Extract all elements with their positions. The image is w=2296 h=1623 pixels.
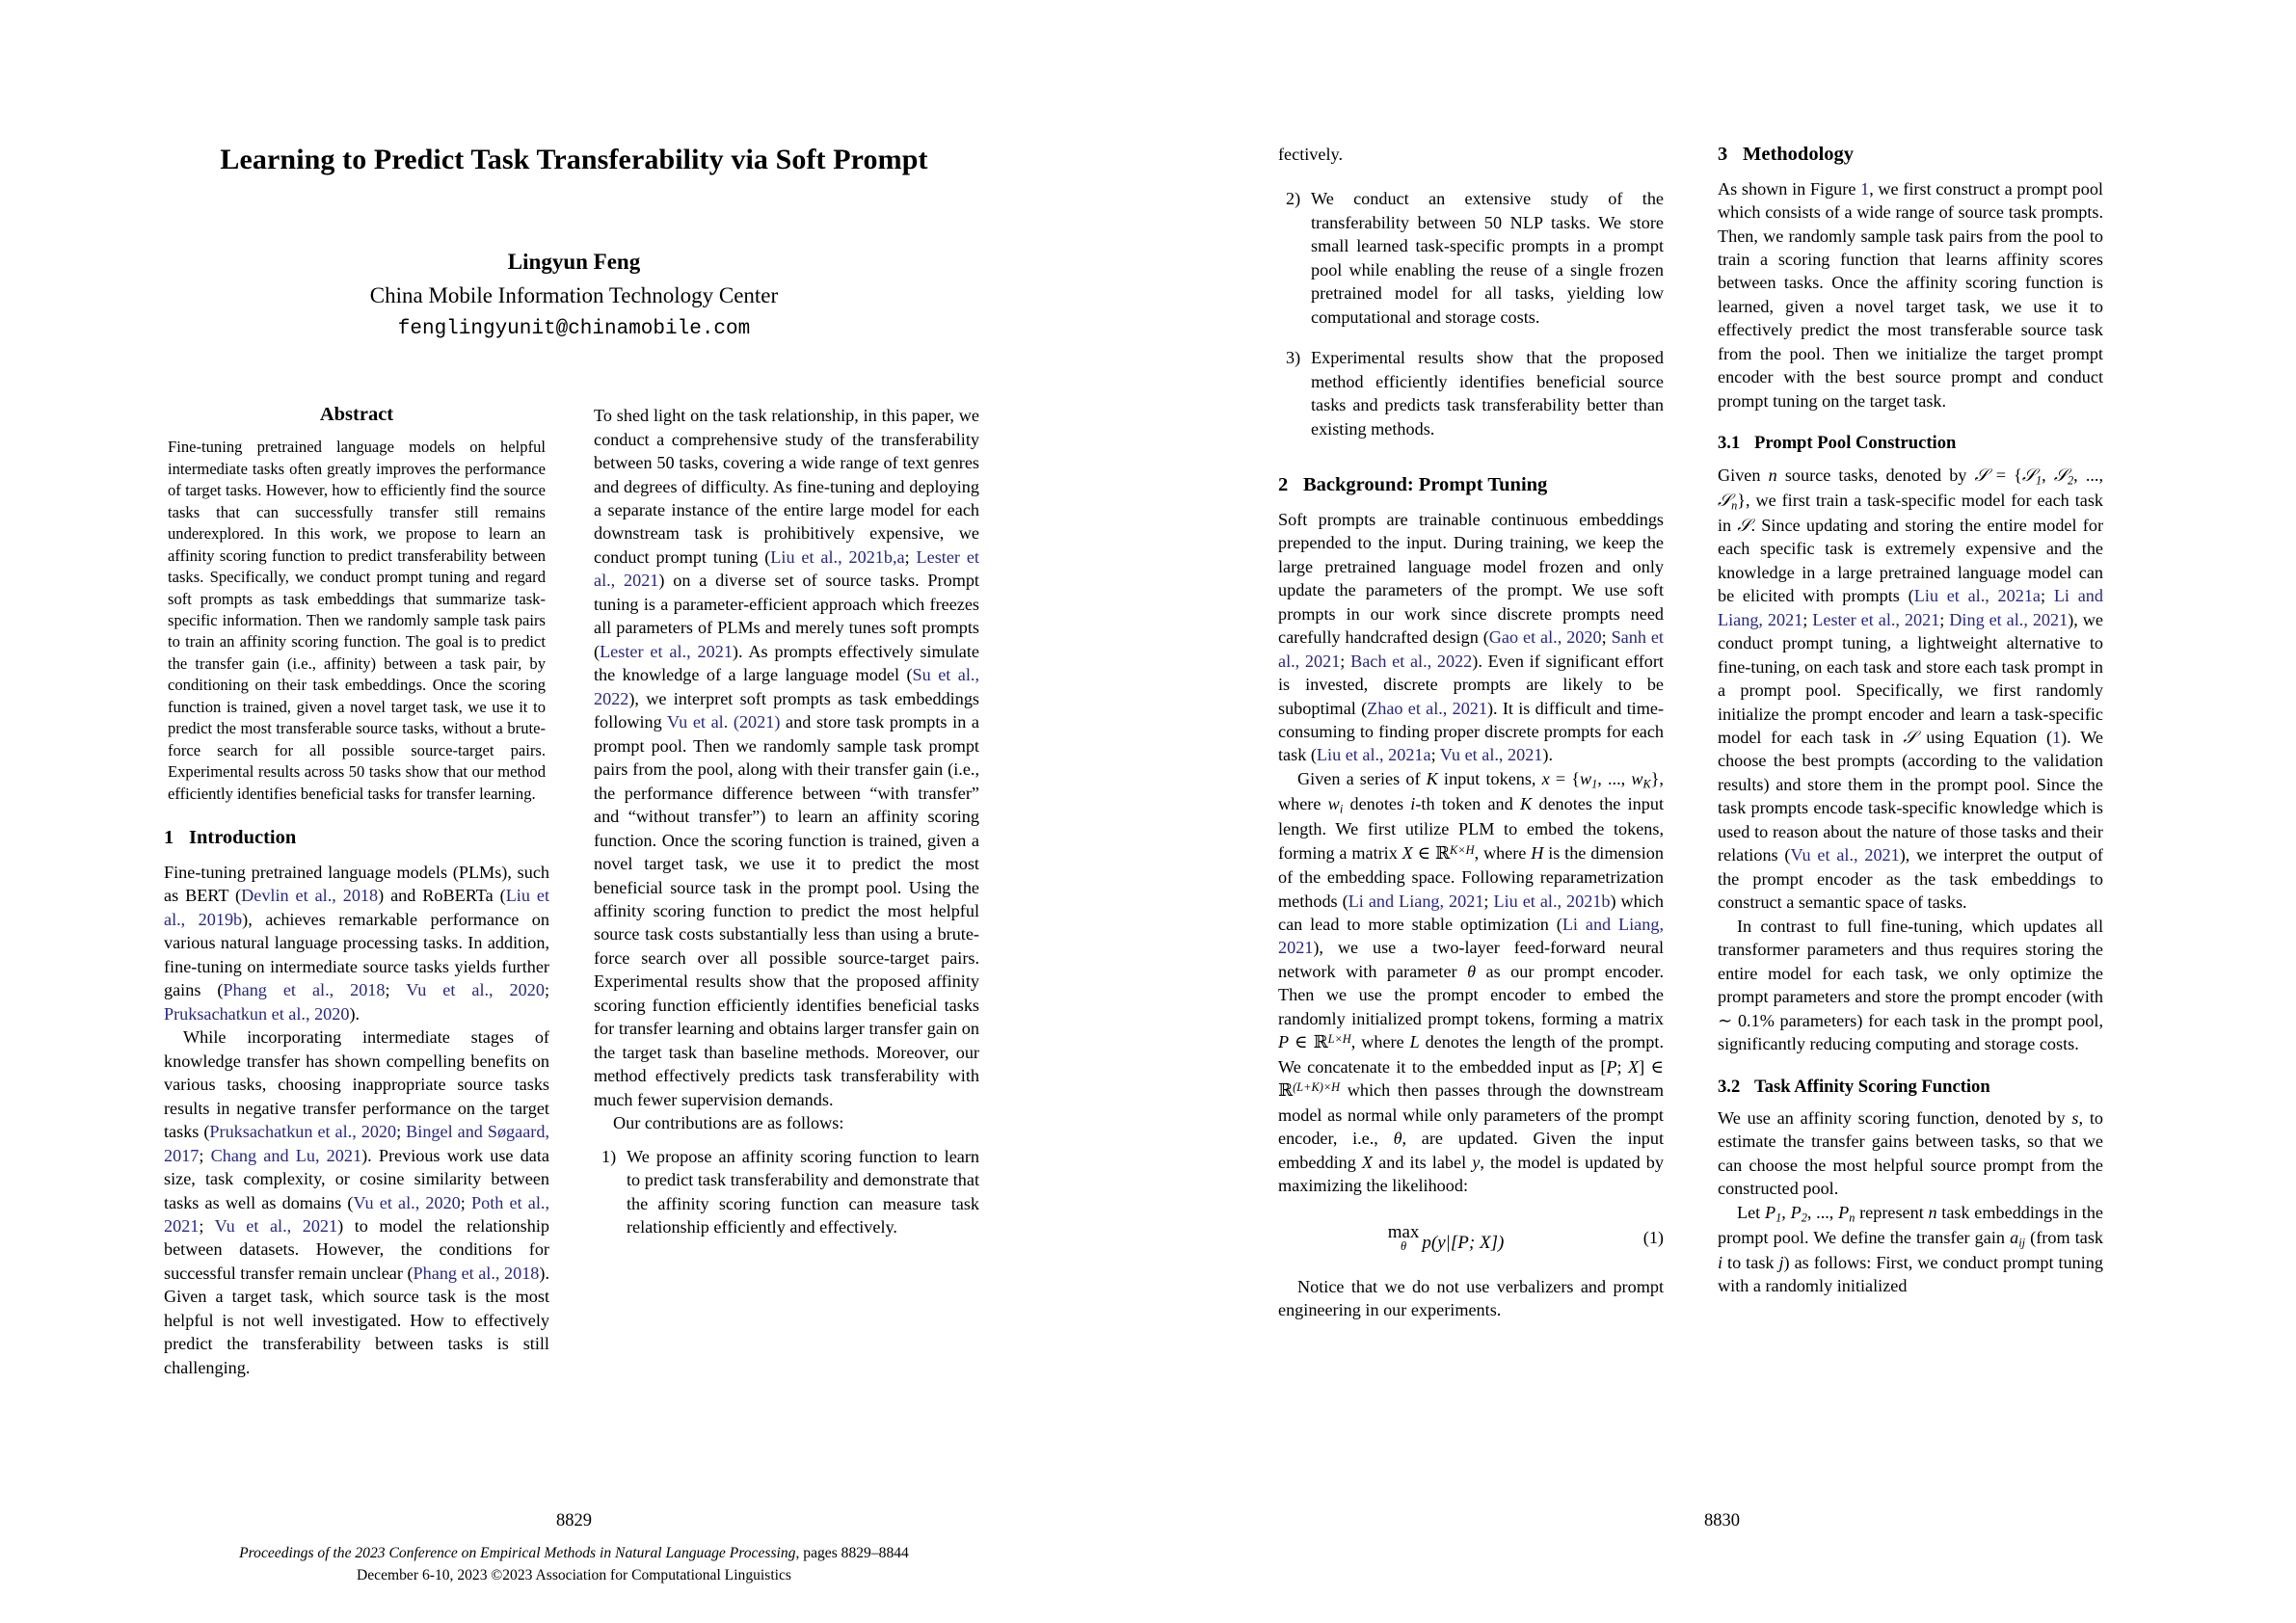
left-page-columns: [0, 404, 1148, 1379]
citation-link[interactable]: Liu et al., 2021b: [1493, 891, 1611, 911]
citation-link[interactable]: Devlin et al., 2018: [241, 886, 379, 906]
max-op-subscript: θ: [1400, 1238, 1407, 1253]
equation-number: (1): [1642, 1227, 1664, 1247]
section-number: 3: [1718, 144, 1728, 165]
subsection-number: 3.2: [1718, 1076, 1741, 1097]
author-affiliation: China Mobile Information Technology Center: [369, 282, 779, 307]
right-page-columns: [1148, 0, 2296, 1322]
affinity-paragraph-2: Let $P_1$, $P_2$, ..., $P_n$ represent n task embeddings in the prompt pool. We define the transfer gain $a_{ij}$ (from task i to task j) as follows: First, we conduct prompt tuning with a randomly initialized: [1718, 1202, 2104, 1296]
column-4: [1718, 143, 2103, 1322]
section-title: Background: Prompt Tuning: [1303, 474, 1548, 496]
contributions-lead-in: Our contributions are as follows:: [613, 1113, 844, 1133]
citation-link[interactable]: Li and Liang, 2021: [1718, 586, 2103, 629]
citation-link[interactable]: Liu et al., 2021a: [1913, 586, 2041, 606]
proceedings-title: Proceedings of the 2023 Conference on Empirical Methods in Natural Language Processing: [239, 1545, 796, 1561]
max-operator: [1388, 1223, 1420, 1253]
citation-link[interactable]: Vu et al., 2021: [1790, 845, 1900, 865]
section-heading-introduction: [164, 826, 549, 850]
list-marker: 3): [1286, 348, 1301, 368]
citation-link[interactable]: Poth et al., 2021: [164, 1192, 550, 1236]
column-3: [1278, 143, 1664, 1322]
proceedings-line-2: December 6-10, 2023 ©2023 Association for Computational Linguistics: [356, 1567, 791, 1584]
citation-link[interactable]: 1: [2052, 728, 2062, 747]
citation-link[interactable]: Su et al., 2022: [594, 665, 979, 708]
proceedings-footer: [0, 1542, 1148, 1587]
citation-link[interactable]: Lester et al., 2021: [1812, 609, 1940, 629]
author-email: fenglingyunit@chinamobile.com: [397, 318, 751, 341]
page-number-right: 8830: [1704, 1511, 1740, 1530]
list-marker: 2): [1286, 189, 1301, 209]
citation-link[interactable]: Bingel and Søgaard, 2017: [164, 1122, 549, 1165]
citation-link[interactable]: Li and Liang, 2021: [1278, 914, 1664, 958]
section-number: 1: [164, 827, 174, 849]
subsection-heading-prompt-pool: [1718, 433, 2103, 454]
section-number: 2: [1278, 474, 1289, 496]
list-item: [1278, 346, 1664, 440]
title-block: [0, 0, 1148, 344]
citation-link[interactable]: Pruksachatkun et al., 2020: [209, 1122, 397, 1142]
citation-link[interactable]: Chang and Lu, 2021: [210, 1145, 362, 1165]
subsection-title: Task Affinity Scoring Function: [1754, 1076, 1990, 1097]
methodology-paragraph-1: As shown in Figure 1, we first construct a prompt pool which consists of a wide range of source task prompts. Then, we randomly sample task pairs from the pool to train a scoring function that learns affinity scores between tasks. Once the affinity scoring function is learned, given a novel target task, we use it to effectively predict the most transferable source task from the pool. Then we initialize the target prompt encoder with the best source prompt and conduct prompt tuning on the target task.: [1718, 178, 2103, 411]
citation-link[interactable]: Phang et al., 2018: [223, 980, 386, 1000]
affinity-paragraph-1: We use an affinity scoring function, denoted by s, to estimate the transfer gains between tasks, so that we can choose the most helpful source prompt from the constructed pool.: [1718, 1107, 2103, 1199]
page-title: Learning to Predict Task Transferability via Soft Prompt: [220, 144, 928, 175]
column-1: [164, 404, 549, 1379]
section-heading-methodology: [1718, 143, 2103, 167]
citation-link[interactable]: Liu et al., 2021b,a: [770, 546, 905, 567]
citation-link[interactable]: Liu et al., 2021a: [1316, 745, 1431, 765]
section-title: Introduction: [189, 827, 297, 849]
citation-link[interactable]: Liu et al., 2019b: [164, 886, 549, 929]
list-item-text: We conduct an extensive study of the transferability between 50 NLP tasks. We store small learned task-specific prompts in a prompt pool while enabling the reuse of a single frozen pretrained model for all tasks, yielding low computational and storage costs.: [1311, 189, 1664, 327]
citation-link[interactable]: Li and Liang, 2021: [1348, 891, 1484, 911]
list-item-text: We propose an affinity scoring function to learn to predict task transferability and demonstrate that the affinity scoring function can measure task relationship efficiently and effectively.: [627, 1146, 979, 1237]
subsection-title: Prompt Pool Construction: [1754, 433, 1957, 454]
equation-1: [1278, 1223, 1664, 1254]
citation-link[interactable]: Vu et al., 2020: [353, 1192, 461, 1212]
citation-link[interactable]: 1: [1860, 178, 1870, 199]
equation-expression: p(y|[P; X]): [1422, 1232, 1505, 1253]
list-item-text: Experimental results show that the proposed method efficiently identifies beneficial source tasks and predicts task transferability better than existing methods.: [1311, 348, 1664, 439]
citation-link[interactable]: Vu et al., 2020: [406, 980, 545, 1000]
list-item: [1278, 187, 1664, 329]
equation-body: [1278, 1223, 1614, 1254]
abstract-heading: Abstract: [319, 404, 394, 426]
citation-link[interactable]: Bach et al., 2022: [1350, 651, 1473, 671]
subsection-heading-affinity-scoring: [1718, 1077, 2103, 1098]
citation-link[interactable]: Ding et al., 2021: [1949, 609, 2069, 629]
abstract-text: Fine-tuning pretrained language models on helpful intermediate tasks often greatly improves the performance of target tasks. However, how to efficiently find the source tasks that can successfully transfer still remains underexplored. In this work, we propose to learn an affinity scoring function to predict transferability between tasks. Specifically, we conduct prompt tuning and regard soft prompts as task embeddings that summarize task-specific information. Then we randomly sample task pairs to train an affinity scoring function. The goal is to predict the transfer gain (i.e., affinity) between a task pair, by conditioning on their task embeddings. Once the scoring function is trained, given a novel target task, we use it to predict the most transferable source tasks, without a brute-force search for all possible source-target pairs. Experimental results across 50 tasks show that our method efficiently identifies beneficial tasks for transfer learning.: [168, 438, 546, 803]
contribution-1-continuation: fectively.: [1278, 145, 1343, 164]
background-paragraph-3: Notice that we do not use verbalizers and prompt engineering in our experiments.: [1278, 1276, 1664, 1320]
citation-link[interactable]: Phang et al., 2018: [413, 1263, 540, 1283]
prompt-pool-paragraph-2: In contrast to full fine-tuning, which updates all transformer parameters and thus requires storing the entire model for each task, we only optimize the prompt parameters and store the prompt encoder (with ∼ 0.1% parameters) for each task in the prompt pool, significantly reducing computing and storage costs.: [1718, 916, 2103, 1054]
proceedings-line-1: [0, 1542, 1148, 1564]
citation-link[interactable]: Gao et al., 2020: [1488, 627, 1602, 648]
citation-link[interactable]: Pruksachatkun et al., 2020: [164, 1003, 350, 1024]
list-marker: 1): [601, 1146, 617, 1166]
citation-link[interactable]: Zhao et al., 2021: [1367, 698, 1487, 718]
intro-paragraph-3: To shed light on the task relationship, in this paper, we conduct a comprehensive study of the transferability between 50 tasks, covering a wide range of text genres and degrees of difficulty. As fine-tuning and deploying a separate instance of the entire large model for each downstream task is prohibitively expensive, we conduct prompt tuning (Liu et al., 2021b,a; Lester et al., 2021) on a diverse set of source tasks. Prompt tuning is a parameter-efficient approach which freezes all parameters of PLMs and merely tunes soft prompts (Lester et al., 2021). As prompts effectively simulate the knowledge of a large language model (Su et al., 2022), we interpret soft prompts as task embeddings following Vu et al. (2021) and store task prompts in a prompt pool. Then we randomly sample task prompt pairs from the pool, along with their transfer gain (i.e., the performance difference between “with transfer” and “without transfer”) to learn an affinity scoring function. Once the scoring function is trained, given a novel target task, we use it to predict the most beneficial source task in the prompt pool. Using the affinity scoring function to predict the most helpful source task costs substantially less than using a brute-force search over all possible source-target pairs. Experimental results show that the proposed affinity scoring function efficiently identifies beneficial tasks for transfer learning and obtains larger transfer gain on the target task than baseline methods. Moreover, our method effectively predicts task transferability with much fewer supervision demands.: [594, 406, 980, 1109]
citation-link[interactable]: Vu et al., 2021: [1439, 745, 1543, 765]
contributions-list-continued: [1278, 187, 1664, 440]
contributions-list: [594, 1145, 979, 1239]
page-8830: [1148, 0, 2296, 1623]
background-paragraph-2: Given a series of K input tokens, $x = \{w_1$, ..., $w_K$}, where $w_i$ denotes i-th token and K denotes the input length. We first utilize PLM to embed the tokens, forming a matrix X ∈ ℝ$^{K\times H}$, where H is the dimension of the embedding space. Following reparametrization methods (Li and Liang, 2021; Liu et al., 2021b) which can lead to more stable optimization (Li and Liang, 2021), we use a two-layer feed-forward neural network with parameter θ as our prompt encoder. Then we use the prompt encoder to embed the randomly initialized prompt tokens, forming a matrix P ∈ ℝ$^{L\times H}$, where L denotes the length of the prompt. We concatenate it to the embedded input as [P; X] ∈ ℝ$^{(L+K)\times H}$ which then passes through the downstream model as normal while only parameters of the prompt encoder, i.e., θ, are updated. Given the input embedding X and its label y, the model is updated by maximizing the likelihood:: [1278, 768, 1664, 1196]
max-op-label: max: [1387, 1221, 1420, 1242]
column-2: [594, 404, 979, 1379]
list-item: [594, 1145, 979, 1239]
background-paragraph-1: Soft prompts are trainable continuous embeddings prepended to the input. During training, we keep the large pretrained language model frozen and only update the parameters of the prompt. We use soft prompts in our work since discrete prompts need carefully handcrafted design (Gao et al., 2020; Sanh et al., 2021; Bach et al., 2022). Even if significant effort is invested, discrete prompts are likely to be suboptimal (Zhao et al., 2021). It is difficult and time-consuming to finding proper discrete prompts for each task (Liu et al., 2021a; Vu et al., 2021).: [1278, 509, 1665, 765]
intro-paragraph-1: Fine-tuning pretrained language models (PLMs), such as BERT (Devlin et al., 2018) and RoBERTa (Liu et al., 2019b), achieves remarkable performance on various natural language processing tasks. In addition, fine-tuning on intermediate source tasks yields further gains (Phang et al., 2018; Vu et al., 2020; Pruksachatkun et al., 2020).: [164, 862, 549, 1024]
citation-link[interactable]: Lester et al., 2021: [600, 641, 733, 661]
section-title: Methodology: [1743, 144, 1855, 165]
citation-link[interactable]: Vu et al., 2021: [214, 1215, 338, 1236]
subsection-number: 3.1: [1718, 433, 1741, 454]
citation-link[interactable]: Sanh et al., 2021: [1278, 627, 1664, 671]
author-block: [0, 247, 1148, 344]
section-heading-background: [1278, 473, 1664, 497]
citation-link[interactable]: Lester et al., 2021: [594, 546, 979, 591]
citation-link[interactable]: Vu et al. (2021): [667, 712, 781, 732]
prompt-pool-paragraph-1: Given n source tasks, denoted by 𝒮 = {𝒮$_1$, 𝒮$_2$, ..., 𝒮$_n$}, we first train a task-specific model for each task in 𝒮. Since updating and storing the entire model for each specific task is extremely expensive and the knowledge in a large pretrained language model can be elicited with prompts (Liu et al., 2021a; Li and Liang, 2021; Lester et al., 2021; Ding et al., 2021), we conduct prompt tuning, a lightweight alternative to fine-tuning, on each task and store each task prompt in a prompt pool. Specifically, we first randomly initialize the prompt encoder and learn a task-specific model for each task in 𝒮 using Equation (1). We choose the best prompts (according to the validation results) and store them in the prompt pool. Since the task prompts encode task-specific knowledge which is used to reason about the nature of those tasks and their relations (Vu et al., 2021), we interpret the output of the prompt encoder as the task embeddings to construct a semantic space of tasks.: [1718, 465, 2104, 913]
page-number-left: 8829: [556, 1511, 592, 1530]
proceedings-pages: , pages 8829–8844: [795, 1545, 909, 1561]
author-name: Lingyun Feng: [507, 250, 641, 274]
intro-paragraph-2: While incorporating intermediate stages of knowledge transfer has shown compelling benefits on various tasks, choosing inappropriate source tasks results in negative transfer performance on the target tasks (Pruksachatkun et al., 2020; Bingel and Søgaard, 2017; Chang and Lu, 2021). Previous work use data size, task complexity, or cosine similarity between tasks as well as domains (Vu et al., 2020; Poth et al., 2021; Vu et al., 2021) to model the relationship between datasets. However, the conditions for successful transfer remain unclear (Phang et al., 2018). Given a target task, which source task is the most helpful is not well investigated. How to effectively predict the transferability between tasks is still challenging.: [164, 1027, 550, 1377]
